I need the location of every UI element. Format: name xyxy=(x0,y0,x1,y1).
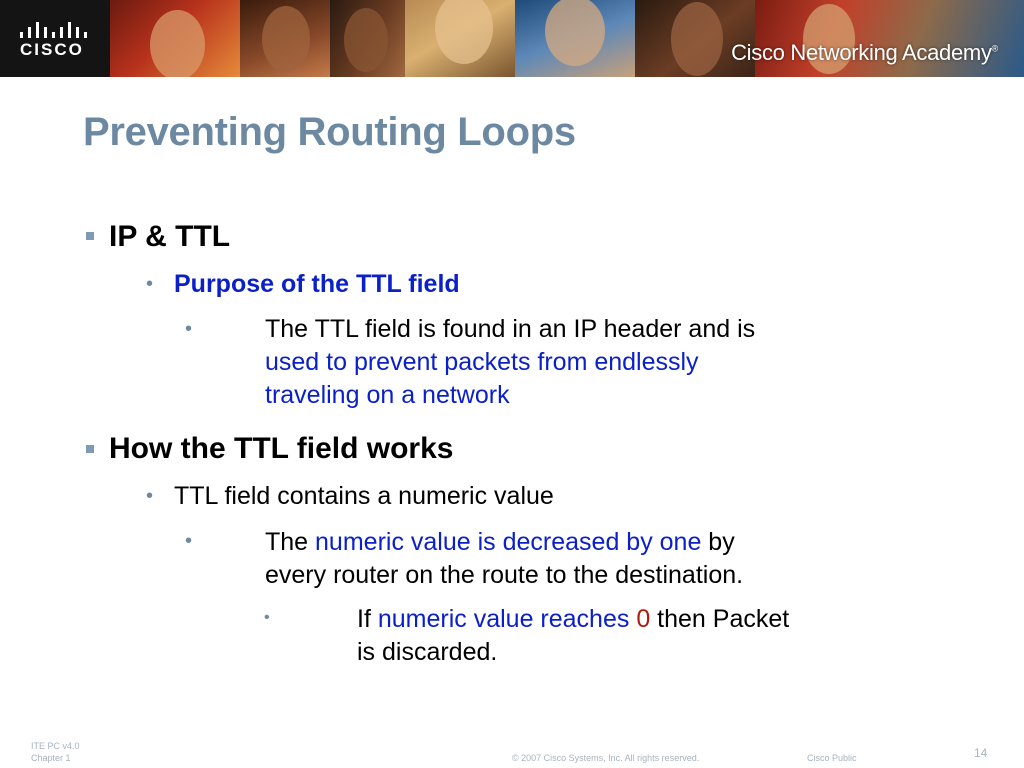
page-number: 14 xyxy=(974,746,988,760)
subpoint-text: TTL field contains a numeric value xyxy=(174,482,554,510)
slide-title: Preventing Routing Loops xyxy=(83,110,576,154)
header-photo xyxy=(330,0,405,77)
header-photo xyxy=(515,0,635,77)
header-photo xyxy=(240,0,330,77)
bullet-dot-icon: • xyxy=(146,485,154,507)
header-photo xyxy=(405,0,515,77)
bullet-dot-icon: • xyxy=(185,530,193,552)
detail-text: The TTL field is found in an IP header and is used to prevent packets from endlessly traveling on a network xyxy=(265,315,756,409)
bullet-dot-icon: • xyxy=(264,609,270,626)
footer-classification: Cisco Public xyxy=(807,753,857,763)
square-bullet-icon xyxy=(86,232,94,240)
bullet-dot-icon: • xyxy=(185,318,193,340)
footer-course: ITE PC v4.0 xyxy=(31,741,80,751)
square-bullet-icon xyxy=(86,445,94,453)
section-heading: IP & TTL xyxy=(109,220,231,253)
cisco-logo xyxy=(0,0,110,77)
subdetail-text: If numeric value reaches 0 then Packet is discarded. xyxy=(357,605,790,666)
networking-academy-label: Cisco Networking Academy® xyxy=(731,40,998,65)
header-photo-strip xyxy=(110,0,1024,77)
detail-text: The numeric value is decreased by one by every router on the route to the destination. xyxy=(265,528,744,589)
cisco-bridge-bars-icon xyxy=(20,20,90,38)
footer-chapter: Chapter 1 xyxy=(31,753,71,763)
header-photo xyxy=(110,0,240,77)
cisco-logo-text: CISCO xyxy=(20,40,84,59)
footer-copyright: © 2007 Cisco Systems, Inc. All rights reserved. xyxy=(512,753,700,763)
subpoint-text: Purpose of the TTL field xyxy=(174,270,460,298)
header-banner xyxy=(0,0,1024,77)
bullet-dot-icon: • xyxy=(146,273,154,295)
section-heading: How the TTL field works xyxy=(109,432,454,465)
